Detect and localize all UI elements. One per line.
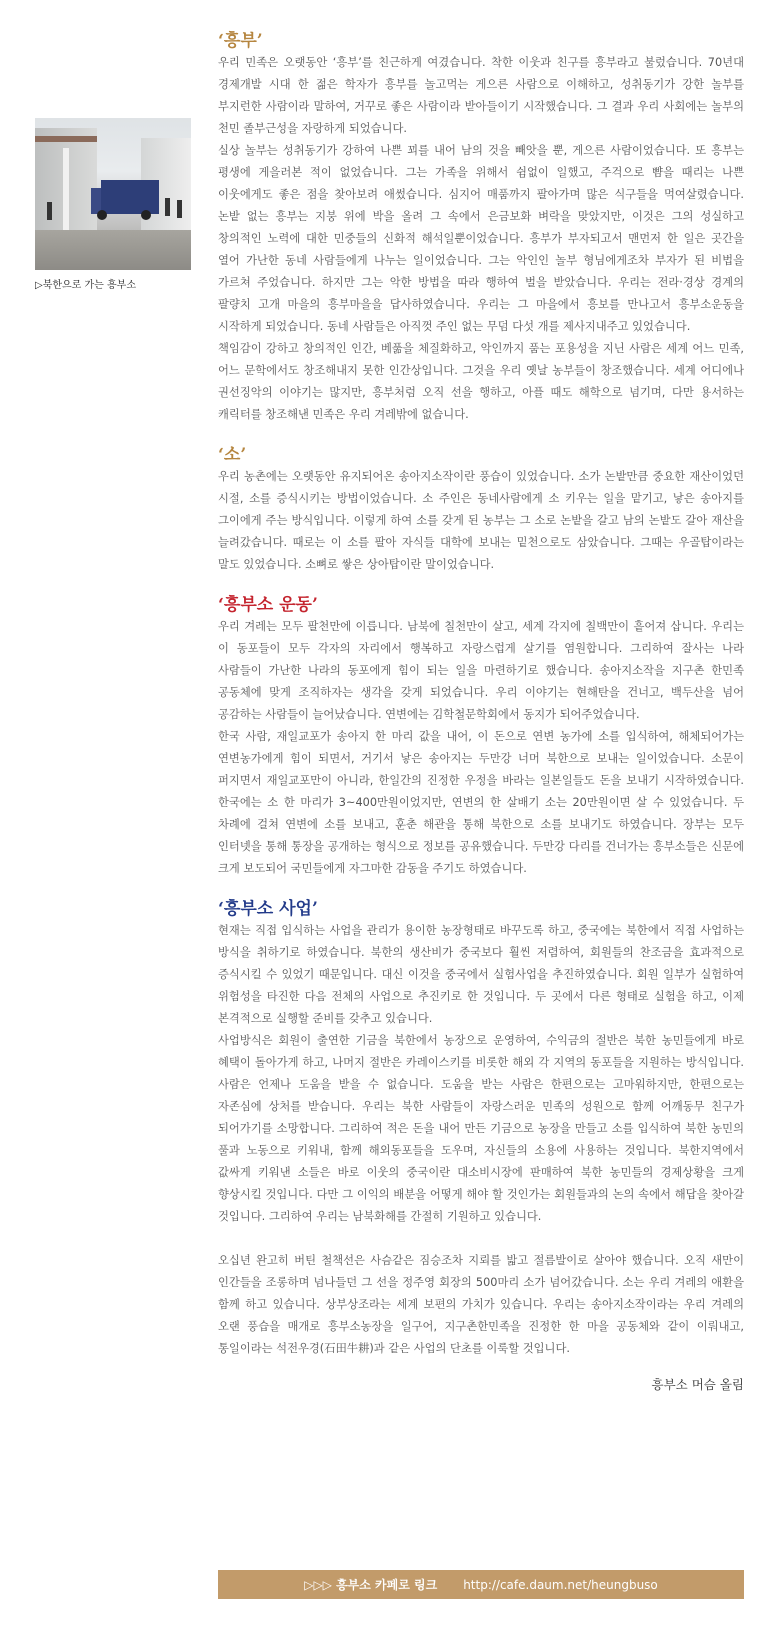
signature: 흥부소 머슴 올림 <box>651 1377 744 1392</box>
cafe-link-label: ▷▷▷ 흥부소 카페로 링크 <box>304 1578 438 1592</box>
photo-caption: ▷북한으로 가는 흥부소 <box>35 280 136 291</box>
paragraph: 사업방식은 회원이 출연한 기금을 북한에서 농장으로 운영하여, 수익금의 절반은 북한 농민들에게 바로 혜택이 돌아가게 하고, 나머지 절반은 카레이스키를 비롯한 해외 각 지역의 동포들을 지원하는 방식입니다. 사람은 언제나 도움을 받을 수 없습니다. 도움을 받는 사람은 한편으로는 고마워하지만, 한편으로는 자존심에 상처를 받습니다. 우리는 북한 사람들이 자랑스러운 민족의 성원으로 함께 어깨동무 친구가 되어가기를 소망합니다. 그리하여 적은 돈을 내어 만든 기금으로 농장을 만들고 소를 입식하여 북한 농민의 풀과 노동으로 키워내, 함께 해외동포들을 도우며, 자신들의 소용에 사용하는 것입니다. 북한지역에서 값싸게 키워낸 소들은 바로 이웃의 중국이란 대소비시장에 판매하여 북한 농민들의 경제상황을 크게 향상시킬 것입니다. 다만 그 이익의 배분을 어떻게 해야 할 것인가는 회원들과의 논의 속에서 해답을 찾아갈 것입니다. 그리하여 우리는 남북화해를 간절히 기원하고 있습니다. <box>218 1034 744 1223</box>
section-title-business: ‘흥부소 사업’ <box>218 899 318 919</box>
closing-paragraph: 오십년 완고히 버틴 철책선은 사슴같은 짐승조차 지뢰를 밟고 절름발이로 살아야 했습니다. 오직 새만이 인간들을 조롱하며 넘나들던 그 선을 정주영 회장의 500마리 소가 넘어갔습니다. 소는 우리 겨레의 애환을 함께 하고 있습니다. 상부상조라는 세계 보편의 가치가 있습니다. 우리는 송아지소작이라는 우리 겨레의 오랜 풍습을 매개로 흥부소농장을 일구어, 지구촌한민족을 진정한 한 마을 공동체와 같이 이뤄내고, 통일이라는 석전우경(石田牛耕)과 같은 사업의 단초를 이룩할 것입니다. <box>218 1254 744 1355</box>
truck-shape <box>101 180 159 214</box>
cafe-link-bar[interactable] <box>218 1570 744 1599</box>
paragraph: 우리 민족은 오랫동안 ‘흥부’를 친근하게 여겼습니다. 착한 이웃과 친구를 흥부라고 불렀습니다. 70년대 경제개발 시대 한 젊은 학자가 흥부를 놀고먹는 게으른 사람으로 이해하고, 성취동기가 강한 놀부를 부지런한 사람이라 말하여, 거꾸로 좋은 사람이라 받아들이기 시작했습니다. 그 결과 우리 사회에는 놀부의 천민 졸부근성을 자랑하게 되었습니다. <box>218 56 744 135</box>
section-title-so: ‘소’ <box>218 445 247 465</box>
paragraph: 현재는 직접 입식하는 사업을 관리가 용이한 농장형태로 바꾸도록 하고, 중국에는 북한에서 직접 사업하는 방식을 취하기로 하였습니다. 북한의 생산비가 중국보다 훨씬 저렴하여, 회원들의 찬조금을 효과적으로 증식시킬 수 있었기 때문입니다. 대신 이것을 중국에서 실험사업을 추진하였습니다. 회원 일부가 실험하여 위험성을 타진한 다음 전체의 사업으로 추진키로 한 것입니다. 두 곳에서 다른 형태로 실험을 하고, 이제 본격적으로 실행할 준비를 갖추고 있습니다. <box>218 924 744 1025</box>
truck-photo <box>35 118 191 270</box>
paragraph: 책임감이 강하고 창의적인 인간, 베풂을 체질화하고, 악인까지 품는 포용성을 지닌 사람은 세계 어느 민족, 어느 문학에서도 창조해내지 못한 인간상입니다. 그것을 우리 옛날 농부들이 창조했습니다. 세계 어디에나 권선징악의 이야기는 많지만, 흥부처럼 오직 선을 행하고, 아플 때도 해학으로 넘기며, 다만 용서하는 캐릭터를 창조해낸 민족은 우리 겨레밖에 없습니다. <box>218 342 744 421</box>
cafe-link-url[interactable]: http://cafe.daum.net/heungbuso <box>463 1577 658 1592</box>
paragraph: 우리 농촌에는 오랫동안 유지되어온 송아지소작이란 풍습이 있었습니다. 소가 논밭만큼 중요한 재산이었던 시절, 소를 증식시키는 방법이었습니다. 소 주인은 동네사람에게 소 키우는 일을 맡기고, 낳은 송아지를 그이에게 주는 방식입니다. 이렇게 하여 소를 갖게 된 농부는 그 소로 논밭을 갈고 남의 논밭도 갈아 재산을 늘려갔습니다. 때로는 이 소를 팔아 자식들 대학에 보내는 밑천으로도 삼았습니다. 그때는 우골탑이라는 말도 있었습니다. 소뼈로 쌓은 상아탑이란 말이었습니다. <box>218 470 744 571</box>
section-title-movement: ‘흥부소 운동’ <box>218 595 318 615</box>
section-title-heungbu: ‘흥부’ <box>218 31 263 51</box>
paragraph: 우리 겨레는 모두 팔천만에 이릅니다. 남북에 칠천만이 살고, 세계 각지에 칠백만이 흩어져 삽니다. 우리는 이 동포들이 모두 각자의 자리에서 행복하고 자랑스럽게 살기를 염원합니다. 그리하여 잘사는 나라 사람들이 가난한 나라의 동포에게 힘이 되는 일을 마련하기로 했습니다. 송아지소작을 지구촌 한민족 공동체에 맞게 조직하자는 생각을 갖게 되었습니다. 우리 이야기는 현해탄을 건너고, 백두산을 넘어 공감하는 사람들이 늘어났습니다. 연변에는 김학철문학회에서 동지가 되어주었습니다. <box>218 620 744 721</box>
photo-block <box>35 118 191 291</box>
paragraph: 한국 사람, 재일교포가 송아지 한 마리 값을 내어, 이 돈으로 연변 농가에 소를 입식하여, 해체되어가는 연변농가에게 힘이 되면서, 거기서 낳은 송아지는 두만강 너머 북한으로 보내는 일이었습니다. 소문이 퍼지면서 재일교포만이 아니라, 한일간의 진정한 우정을 바라는 일본일들도 돈을 보내기 시작하였습니다. 한국에는 소 한 마리가 3~400만원이었지만, 연변의 한 살배기 소는 20만원이면 살 수 있었습니다. 두 차례에 걸쳐 연변에 소를 보내고, 훈춘 해관을 통해 북한으로 소를 보내기도 하였습니다. 장부는 모두 인터넷을 통해 통장을 공개하는 형식으로 정보를 공유했습니다. 두만강 다리를 건너가는 흥부소들은 신문에 크게 보도되어 국민들에게 자그마한 감동을 주기도 하였습니다. <box>218 730 744 875</box>
article-content <box>218 30 744 1396</box>
paragraph: 실상 놀부는 성취동기가 강하여 나쁜 꾀를 내어 남의 것을 빼앗을 뿐, 게으른 사람이었습니다. 또 흥부는 평생에 게을러본 적이 없었습니다. 그는 가족을 위해서 쉼없이 일했고, 주걱으로 뺨을 때리는 나쁜 이웃에게도 좋은 점을 찾아보려 애썼습니다. 심지어 매품까지 팔아가며 많은 식구들을 먹여살렸습니다. 논밭 없는 흥부는 지붕 위에 박을 올려 그 속에서 은금보화 벼락을 맞았지만, 이것은 그의 성실하고 창의적인 노력에 대한 민중들의 신화적 해석일뿐이었습니다. 흥부가 부자되고서 맨먼저 한 일은 곳간을 열어 가난한 동네 사람들에게 나누는 일이었습니다. 그는 악인인 놀부 형님에게조차 부자가 된 비법을 가르쳐 주었습니다. 하지만 그는 악한 방법을 따라 행하여 벌을 받았습니다. 우리는 전라·경상 경계의 팔량치 고개 마을의 흥부마을을 답사하였습니다. 우리는 그 마을에서 흥보를 만나고서 흥부소운동을 시작하게 되었습니다. 동네 사람들은 아직껏 주인 없는 무덤 다섯 개를 제사지내주고 있었습니다. <box>218 144 744 333</box>
